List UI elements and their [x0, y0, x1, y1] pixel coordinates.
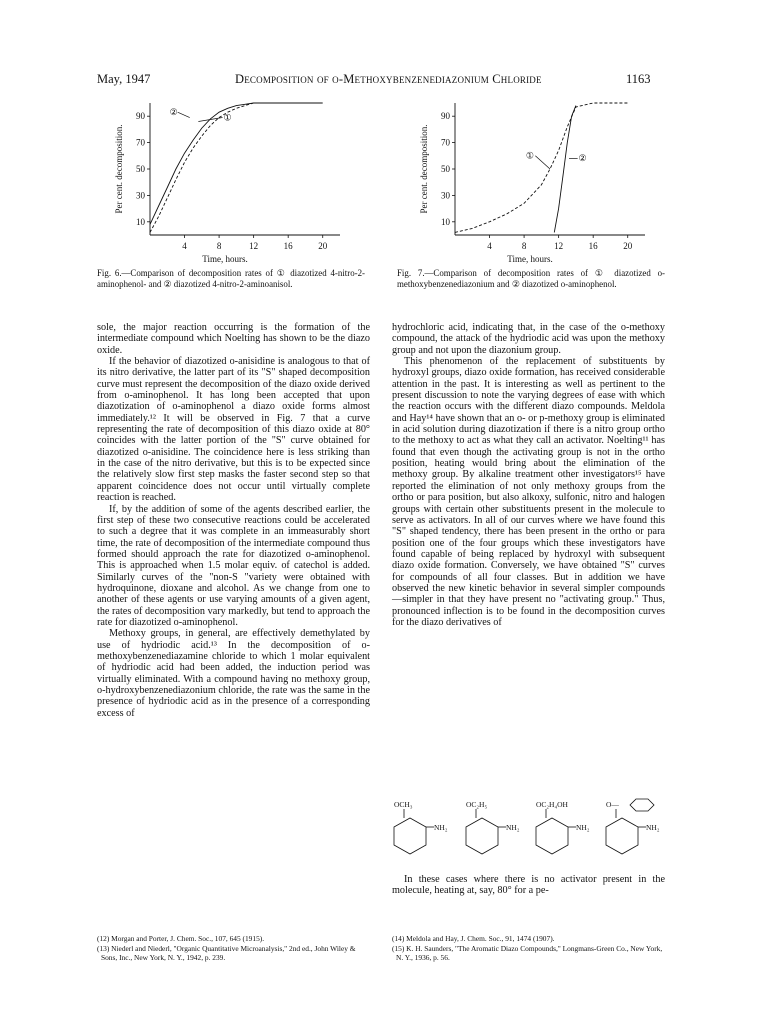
curve-label-2: ② — [578, 153, 587, 164]
substituent-label: O— — [606, 800, 619, 809]
y-tick-label: 50 — [441, 164, 450, 174]
x-tick-label: 4 — [487, 241, 492, 251]
page-number: 1163 — [626, 72, 651, 86]
running-header-date: May, 1947 — [97, 72, 151, 86]
y-tick-label: 90 — [441, 111, 450, 122]
series-line-1 — [455, 103, 628, 232]
structure-cyclohexyloxy — [606, 799, 660, 854]
x-tick-label: 8 — [521, 241, 527, 251]
series-line-1 — [150, 103, 323, 224]
structure-ethoxy — [466, 800, 520, 854]
y-tick-label: 30 — [441, 190, 450, 201]
amine-label: NH₂ — [506, 823, 520, 832]
series-line-2 — [554, 106, 576, 233]
substituent-label: OC₂H₄OH — [536, 800, 568, 809]
y-tick-label: 50 — [136, 164, 145, 174]
footnote: (12) Morgan and Porter, J. Chem. Soc., 107, 645 (1915). — [97, 934, 265, 943]
footnote: (15) K. H. Saunders, "The Aromatic Diazo Compounds," Longmans-Green Co., New York, N. Y., 1936, p. 56. — [392, 943, 663, 963]
paragraph: Methoxy groups, in general, are effectively demethylated by use of hydriodic acid.¹³ In the decomposition of o-methoxybenzenediazamine chloride to which 1 molar equivalent of hydriodic acid had been added, the induction period was virtually eliminated. With a compound having no methoxy group, o-hydroxybenzenediazonium chloride, the rate was the same in the presence of hydriodic acid as in the presence of a corresponding excess of — [97, 628, 370, 719]
paragraph: In these cases where there is no activator present in the molecule, heating at, say, 80° for a pe- — [392, 874, 665, 897]
amine-label: NH₂ — [576, 823, 590, 832]
paragraph: This phenomenon of the replacement of substituents by hydroxyl groups, diazo oxide formation, has received considerable attention in the past. It is interesting as well as pertinent to the present discussion to note the varying degrees of ease with which the reaction occurs with the different diazo compounds. Meldola and Hay¹⁴ have shown that an o- or p-methoxy group is eliminated in acid solution during diazotization if there is a nitro group ortho to the methoxy to act as what they call an activator. Noelting¹¹ has found that even though the activating group is not in the ortho position, heating would bring about the elimination of the methoxy group. By alkaline treatment other investigators¹⁵ have reported the elimination of not only methoxy groups from the ortho or para position, but also alkoxy, sulfonic, nitro and halogen groups with certain other substituents present in the molecule to serve as activators. In all of our curves where we have found this "S" shaped tendency, there has been present in the ortho or para position one of the four groups which these investigators have found capable of being replaced by hydroxyl with subsequent diazo oxide formation. Conversely, we have obtained "S" curves for compounds of all four classes. But in addition we have observed the new kinetic behavior in several simpler compounds—simpler in that they have present no "activating group." Thus, pronounced inflection is to be found in the decomposition curves for the diazo derivatives of — [392, 356, 665, 628]
chart-axes — [136, 103, 340, 251]
paragraph: If the behavior of diazotized o-anisidine is analogous to that of its nitro derivative, the latter part of its "S" shaped decomposition curve must represent the decomposition of the diazo oxide derived from o-aminophenol. It has long been accepted that upon diazotization of o-aminophenol a diazo oxide forms almost immediately.¹² It will be observed in Fig. 7 that a curve representing the rate of decomposition of this diazo oxide at 80° coincides with the latter portion of the "S" curve obtained for diazotized o-anisidine. The coincidence here is less striking than in the case of the nitro derivative, but this is to be expected since the relatively slow first step masks the faster second step so that apparent coincidence does not occur until virtually complete reaction is reached. — [97, 356, 370, 504]
x-tick-label: 16 — [588, 241, 598, 251]
paragraph: sole, the major reaction occurring is the formation of the intermediate compound which Noelting has shown to be the diazo oxide. — [97, 322, 370, 356]
x-tick-label: 12 — [554, 241, 564, 251]
y-axis-label: Per cent. decomposition. — [114, 124, 124, 214]
curve-labels — [526, 150, 587, 169]
x-tick-label: 4 — [182, 241, 187, 251]
footnote: (14) Meldola and Hay, J. Chem. Soc., 91, 1474 (1907). — [392, 934, 555, 943]
substituent-label: OC₂H₅ — [466, 800, 488, 809]
structure-hydroxyethoxy — [536, 800, 590, 854]
chemical-structures — [392, 798, 672, 868]
curve-label-1: ② — [169, 107, 178, 118]
y-tick-label: 30 — [136, 190, 145, 201]
x-tick-label: 8 — [216, 241, 222, 251]
body-column-right-continued — [392, 874, 665, 897]
y-tick-label: 70 — [136, 137, 145, 148]
substituent-label: OCH₃ — [394, 800, 413, 809]
figure-6-chart — [95, 95, 365, 270]
x-tick-label: 20 — [623, 241, 633, 251]
x-tick-label: 12 — [249, 241, 259, 251]
curve-label-1: ① — [525, 150, 534, 161]
amine-label: NH₂ — [646, 823, 660, 832]
paragraph: If, by the addition of some of the agents described earlier, the first step of these two consecutive reactions could be accelerated to such a degree that it was complete in an immeasurably short time, the rate of decomposition of the intermediate compound thus formed should approach the rate for diazotized o-aminophenol. This is approached when 1.5 molar equiv. of catechol is added. Similarly curves of the "non-S "variety were obtained with hydroquinone, dioxane and alcohol. As we change from one to another of these agents or use varying amounts of a given agent, the rates of decomposition vary markedly, but tend to approach the rate for diazotized o-aminophenol. — [97, 503, 370, 628]
figure-7-chart — [400, 95, 670, 270]
y-tick-label: 90 — [136, 111, 145, 122]
curve-label-2: ① — [223, 112, 232, 123]
y-axis-label: Per cent. decomposition. — [419, 124, 429, 214]
x-tick-label: 16 — [283, 241, 293, 251]
y-tick-label: 70 — [441, 137, 450, 148]
footnotes-right — [392, 934, 665, 963]
x-tick-label: 20 — [318, 241, 328, 251]
figure-7-caption: Fig. 7.—Comparison of decomposition rates of ① diazotized o-methoxybenzenediazonium and ② diazotized o-aminophenol. — [397, 268, 665, 289]
footnote: (13) Niederl and Niederl, "Organic Quantitative Microanalysis," 2nd ed., John Wiley & Sons, Inc., New York, N. Y., 1942, p. 239. — [97, 943, 356, 963]
curve-labels — [170, 107, 232, 122]
footnotes-left — [97, 934, 370, 963]
x-axis-label: Time, hours. — [507, 254, 553, 264]
body-column-left — [97, 322, 370, 719]
body-column-right — [392, 322, 665, 628]
x-axis-label: Time, hours. — [202, 254, 248, 264]
amine-label: NH₂ — [434, 823, 448, 832]
figure-6-caption: Fig. 6.—Comparison of decomposition rates of ① diazotized 4-nitro-2-aminophenol- and ② diazotized 4-nitro-2-aminoanisol. — [97, 268, 365, 289]
structure-methoxy — [394, 800, 448, 854]
series-line-2 — [150, 103, 254, 232]
running-header-title: Decomposition of o-Methoxybenzenediazonium Chloride — [235, 72, 542, 86]
y-tick-label: 10 — [441, 216, 450, 227]
y-tick-label: 10 — [136, 216, 145, 227]
paragraph: hydrochloric acid, indicating that, in the case of the o-methoxy compound, the attack of the hydriodic acid was upon the methoxy group and not upon the diazonium group. — [392, 322, 665, 356]
